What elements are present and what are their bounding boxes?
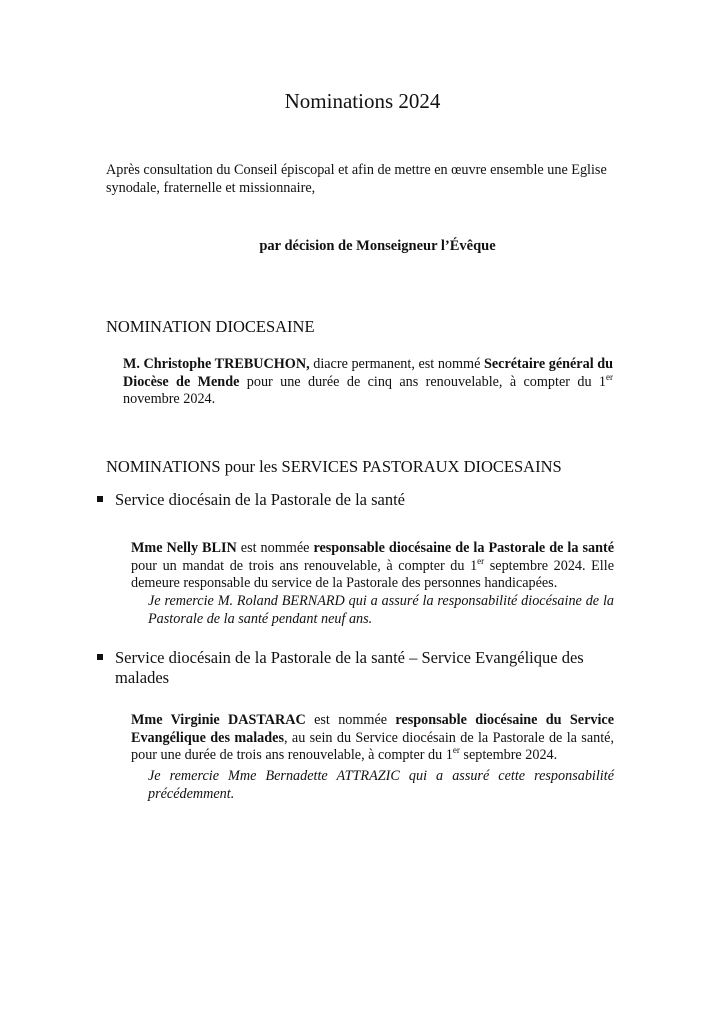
- nomination-paragraph-blin: [131, 540, 614, 593]
- nomination-text: est nommée: [305, 712, 396, 728]
- ordinal-suffix: er: [452, 745, 460, 755]
- nomination-text: septembre 2024. Elle demeure responsable du service de la Pastorale des personnes handicapées.: [131, 557, 614, 591]
- ordinal-suffix: er: [477, 555, 485, 566]
- nomination-text: est nommée: [236, 540, 314, 556]
- thanks-paragraph-attrazic: Je remercie Mme Bernadette ATTRAZIC qui a assuré cette responsabilité précédemment.: [148, 768, 614, 802]
- nomination-text: septembre 2024.: [459, 747, 558, 763]
- nomination-text: , au sein du Service diocésain de la Pastorale de la santé, pour une durée de trois ans renouvelable, à compter du 1: [131, 729, 614, 763]
- nomination-text: pour une durée de cinq ans renouvelable, à compter du 1: [239, 373, 606, 390]
- bullet-label: Service diocésain de la Pastorale de la santé: [115, 490, 406, 509]
- square-bullet-icon: [97, 496, 103, 502]
- decision-line: par décision de Monseigneur l’Évêque: [259, 238, 496, 254]
- nomination-role: responsable diocésaine de la Pastorale de la santé: [313, 540, 614, 556]
- nomination-paragraph-dastarac: [131, 712, 614, 765]
- nomination-text: novembre 2024.: [123, 391, 216, 407]
- intro-paragraph: Après consultation du Conseil épiscopal et afin de mettre en œuvre ensemble une Eglise synodale, fraternelle et missionnaire,: [106, 162, 607, 196]
- square-bullet-icon: [97, 654, 103, 660]
- section-heading-diocesaine: NOMINATION DIOCESAINE: [106, 317, 315, 336]
- page-title: Nominations 2024: [284, 89, 441, 113]
- ordinal-suffix: er: [606, 371, 613, 382]
- nomination-role: Secrétaire général du Diocèse de Mende: [123, 356, 614, 390]
- nomination-text: diacre permanent, est nommé: [309, 356, 484, 372]
- thanks-paragraph-bernard: Je remercie M. Roland BERNARD qui a assuré la responsabilité diocésaine de la Pastorale de la santé pendant neuf ans.: [148, 593, 614, 627]
- nominee-name: Mme Nelly BLIN: [131, 540, 237, 556]
- nominee-name: Mme Virginie DASTARAC: [131, 712, 306, 728]
- nominee-name: M. Christophe TREBUCHON,: [123, 356, 310, 372]
- nomination-role: responsable diocésaine du Service Evangélique des malades: [131, 712, 614, 746]
- bullet-label: Service diocésain de la Pastorale de la santé – Service Evangélique des malades: [115, 648, 584, 687]
- nomination-text: pour un mandat de trois ans renouvelable, à compter du 1: [131, 557, 478, 574]
- section-heading-services: NOMINATIONS pour les SERVICES PASTORAUX DIOCESAINS: [106, 457, 562, 476]
- nomination-paragraph-trebuchon: [123, 356, 613, 409]
